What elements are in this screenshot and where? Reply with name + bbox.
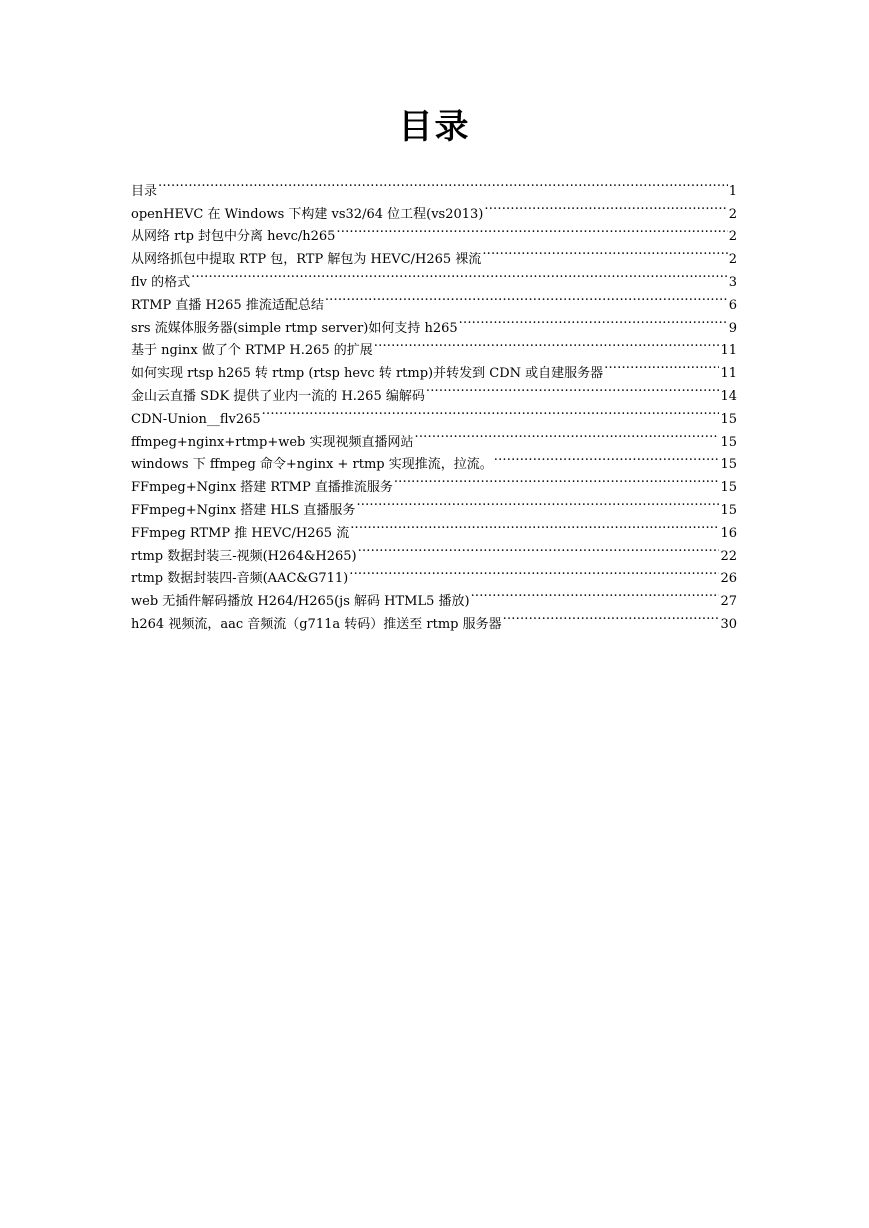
toc-entry-title: FFmpeg+Nginx 搭建 HLS 直播服务	[131, 502, 356, 518]
toc-entry-page-number: 6	[728, 297, 737, 313]
toc-entry-title: 金山云直播 SDK 提供了业内一流的 H.265 编解码	[131, 388, 425, 404]
toc-entry-page-number: 16	[720, 525, 737, 541]
dot-leader	[494, 446, 720, 469]
toc-entry[interactable]	[131, 172, 737, 199]
toc-entry-page-number: 27	[720, 594, 737, 610]
toc-entry-page-number: 11	[720, 366, 737, 382]
toc-entry-title: FFmpeg RTMP 推 HEVC/H265 流	[131, 525, 350, 541]
dot-leader	[415, 423, 720, 446]
toc-entry-page-number: 15	[720, 480, 737, 496]
dot-leader	[350, 514, 719, 537]
toc-entry-page-number: 15	[720, 502, 737, 518]
toc-entry-page-number: 15	[720, 457, 737, 473]
toc-entry[interactable]	[131, 263, 737, 290]
toc-entry-title: CDN-Union__flv265	[131, 411, 261, 427]
dot-leader	[394, 468, 720, 491]
toc-entry-title: 如何实现 rtsp h265 转 rtmp (rtsp hevc 转 rtmp)并转发到 CDN 或自建服务器	[131, 366, 604, 382]
toc-entry-page-number: 11	[720, 343, 737, 359]
toc-entry[interactable]	[131, 286, 737, 313]
toc-entry-page-number: 3	[728, 274, 737, 290]
toc-entry[interactable]	[131, 195, 737, 222]
toc-title: 目录	[398, 107, 471, 147]
dot-leader	[325, 286, 728, 309]
dot-leader	[604, 354, 719, 377]
toc-entry-title: flv 的格式	[131, 274, 191, 290]
toc-entry-page-number: 15	[720, 434, 737, 450]
dot-leader	[482, 240, 727, 263]
toc-entry-title: 目录	[131, 183, 158, 199]
toc-entry-title: RTMP 直播 H265 推流适配总结	[131, 297, 324, 313]
dot-leader	[262, 400, 720, 423]
toc-entry-page-number: 9	[728, 320, 737, 336]
toc-entry-title: 从网络抓包中提取 RTP 包，RTP 解包为 HEVC/H265 裸流	[131, 252, 482, 268]
dot-leader	[426, 377, 720, 400]
toc-entry-title: FFmpeg+Nginx 搭建 RTMP 直播推流服务	[131, 480, 393, 496]
toc-entry-title: rtmp 数据封装三-视频(H264&H265)	[131, 548, 357, 564]
toc-entry-page-number: 2	[728, 206, 737, 222]
dot-leader	[459, 309, 728, 332]
toc-entry-title: web 无插件解码播放 H264/H265(js 解码 HTML5 播放)	[131, 594, 470, 610]
toc-entry-page-number: 14	[720, 388, 737, 404]
toc-entry-page-number: 30	[720, 616, 737, 632]
toc-entry-title: 基于 nginx 做了个 RTMP H.265 的扩展	[131, 343, 373, 359]
toc-entry-title: rtmp 数据封装四-音频(AAC&G711)	[131, 571, 349, 587]
toc-entry-page-number: 2	[728, 229, 737, 245]
dot-leader	[349, 560, 719, 583]
toc-entry-title: ffmpeg+nginx+rtmp+web 实现视频直播网站	[131, 434, 414, 450]
toc-list	[131, 172, 737, 632]
toc-entry-page-number: 26	[720, 571, 737, 587]
toc-entry-title: srs 流媒体服务器(simple rtmp server)如何支持 h265	[131, 320, 458, 336]
toc-entry-title: windows 下 ffmpeg 命令+nginx + rtmp 实现推流，拉流。	[131, 457, 493, 473]
toc-entry-page-number: 1	[728, 183, 737, 199]
dot-leader	[471, 582, 720, 605]
toc-entry-page-number: 15	[720, 411, 737, 427]
toc-entry-title: openHEVC 在 Windows 下构建 vs32/64 位工程(vs2013)	[131, 206, 484, 222]
toc-entry-title: h264 视频流，aac 音频流（g711a 转码）推送至 rtmp 服务器	[131, 616, 502, 632]
dot-leader	[191, 263, 728, 286]
dot-leader	[503, 605, 720, 628]
dot-leader	[484, 195, 727, 218]
toc-entry-page-number: 2	[728, 252, 737, 268]
dot-leader	[374, 332, 720, 355]
dot-leader	[358, 537, 720, 560]
dot-leader	[356, 491, 719, 514]
toc-entry-page-number: 22	[720, 548, 737, 564]
dot-leader	[158, 172, 728, 195]
dot-leader	[336, 218, 727, 241]
toc-entry-title: 从网络 rtp 封包中分离 hevc/h265	[131, 229, 336, 245]
